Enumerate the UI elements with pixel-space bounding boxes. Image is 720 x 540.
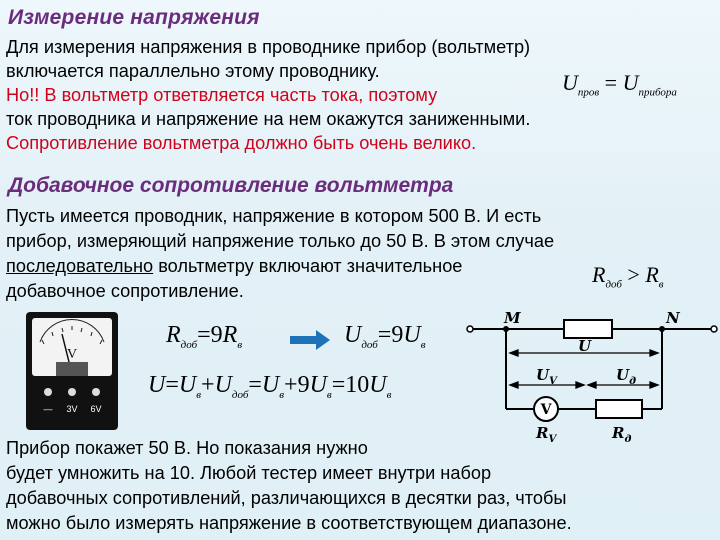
- intro-line-3: Но!! В вольтметр ответвляется часть тока, поэтому: [6, 85, 438, 105]
- example-line-3: последовательно вольтметру включают значительное: [6, 256, 463, 276]
- example-line-2: прибор, измеряющий напряжение только до 50 В. В этом случае: [6, 231, 555, 251]
- svg-text:—: —: [43, 404, 53, 414]
- rd-label: $R_д$: [612, 424, 632, 445]
- meter-label-6v: 6V: [90, 404, 102, 414]
- conclusion-line-4: можно было измерять напряжение в соответствующем диапазоне.: [6, 513, 572, 533]
- node-n-label: N: [666, 309, 680, 327]
- formula-u-sum: $U=U_в+U_{доб}=U_в+9U_в=10U_в$: [148, 372, 392, 401]
- formula-rdob-9rv: $R_{доб}=9R_в$: [166, 322, 243, 351]
- voltmeter-photo: [26, 312, 118, 430]
- page-title: Измерение напряжения: [8, 6, 260, 29]
- intro-line-1: Для измерения напряжения в проводнике прибор (вольтметр): [6, 37, 531, 57]
- intro-line-4: ток проводника и напряжение на нем окажутся заниженными.: [6, 109, 531, 129]
- conclusion-line-3: добавочных сопротивлений, различающихся в десятки раз, чтобы: [6, 488, 567, 508]
- intro-line-2: включается параллельно этому проводнику.: [6, 61, 380, 81]
- formula-udob-9uv: $U_{доб}=9U_в$: [344, 322, 426, 351]
- voltage-ud-label: $U_д$: [616, 366, 637, 387]
- circuit-diagram: [466, 305, 718, 453]
- underlined-word: последовательно: [6, 256, 154, 276]
- conclusion-line-2: будет умножить на 10. Любой тестер имеет внутри набор: [6, 463, 492, 483]
- example-line-1: Пусть имеется проводник, напряжение в котором 500 В. И есть: [6, 206, 542, 226]
- arrow-right-icon: [290, 328, 332, 352]
- node-m-label: M: [504, 309, 521, 327]
- formula-u-prov-equals-u-pribora: $U_{пров} = U_{прибора}$: [562, 70, 677, 99]
- voltage-uv-label: $U_V$: [536, 366, 557, 387]
- conclusion-line-1: Прибор покажет 50 В. Но показания нужно: [6, 438, 368, 458]
- formula-rdob-greater-rv: $R_{доб} > R_в$: [592, 262, 664, 291]
- intro-line-5: Сопротивление вольтметра должно быть очень велико.: [6, 133, 477, 153]
- rv-label: $R_V$: [536, 424, 557, 445]
- voltmeter-symbol: V: [540, 402, 552, 418]
- voltmeter-icon: [26, 312, 118, 430]
- meter-label-3v: 3V: [66, 404, 78, 414]
- meter-letter: V: [66, 347, 78, 362]
- example-line-4: добавочное сопротивление.: [6, 281, 244, 301]
- section-title: Добавочное сопротивление вольтметра: [8, 174, 454, 197]
- voltage-u-label: U: [578, 337, 592, 355]
